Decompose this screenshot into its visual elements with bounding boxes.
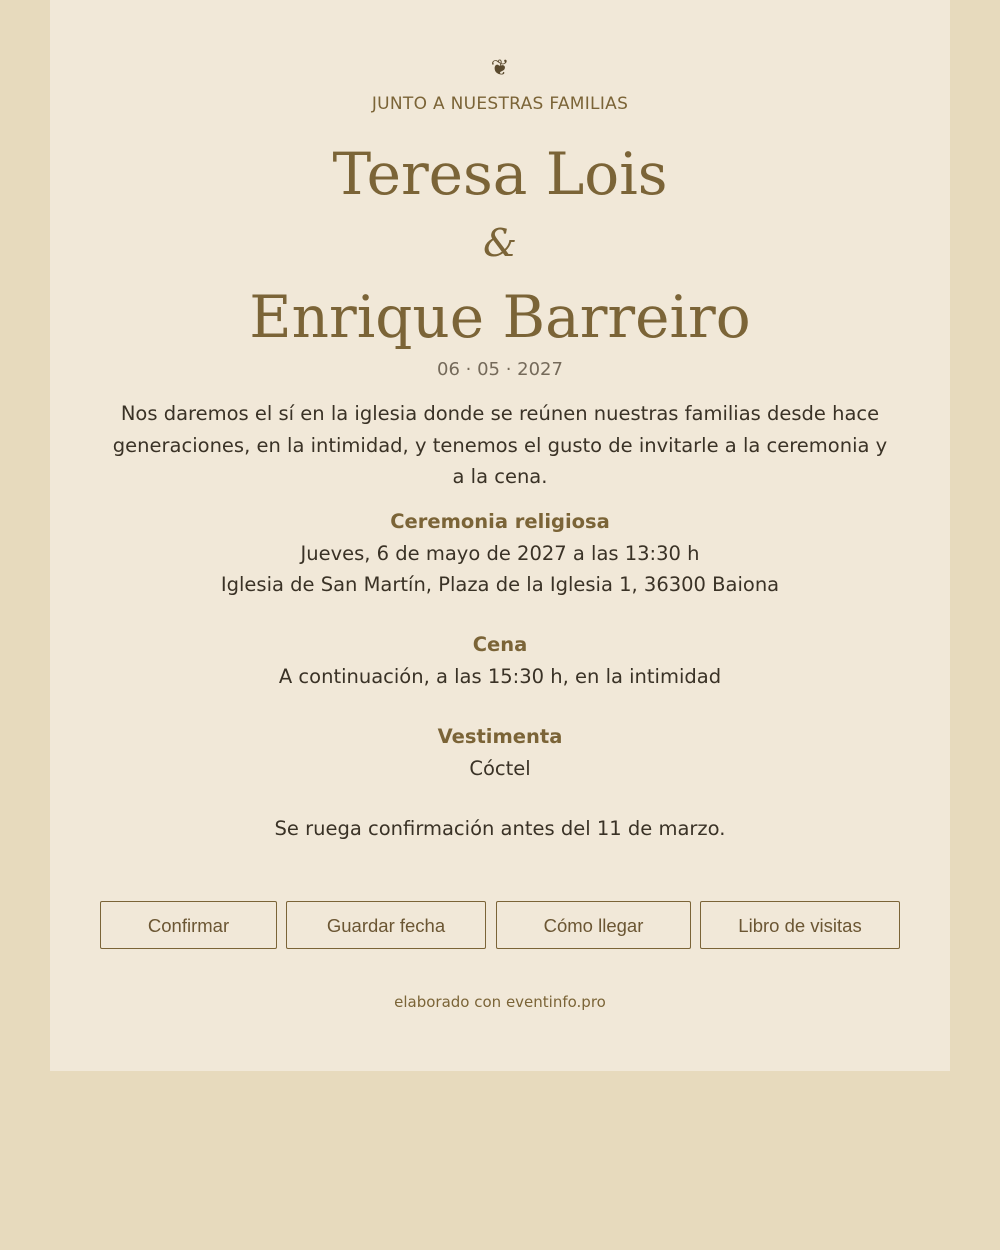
groom-name: Enrique Barreiro (249, 283, 751, 351)
dress-code-title: Vestimenta (437, 725, 563, 748)
fleuron-icon: ❦ (490, 56, 510, 81)
ampersand: & (483, 221, 517, 265)
invitation-card (50, 0, 950, 1071)
rsvp-note: Se ruega confirmación antes del 11 de marzo. (274, 817, 726, 840)
ceremony-when: Jueves, 6 de mayo de 2027 a las 13:30 h (300, 542, 700, 565)
ceremony-where: Iglesia de San Martín, Plaza de la Iglesia 1, 36300 Baiona (220, 573, 780, 596)
ceremony-title: Ceremonia religiosa (390, 510, 610, 533)
eyebrow-text: JUNTO A NUESTRAS FAMILIAS (371, 94, 629, 114)
dinner-title: Cena (472, 633, 528, 656)
footer-credit-link[interactable]: elaborado con eventinfo.pro (394, 993, 606, 1011)
confirm-button[interactable]: Confirmar (100, 901, 277, 949)
save-date-button[interactable]: Guardar fecha (286, 901, 486, 949)
dress-code-value: Cóctel (469, 757, 531, 780)
guestbook-button[interactable]: Libro de visitas (700, 901, 900, 949)
dinner-when: A continuación, a las 15:30 h, en la intimidad (278, 665, 722, 688)
directions-button[interactable]: Cómo llegar (496, 901, 691, 949)
intro-text: Nos daremos el sí en la iglesia donde se reúnen nuestras familias desde hace generaciones, en la intimidad, y tenemos el gusto de invitarle a la ceremonia y a la cena. (112, 402, 888, 488)
bride-name: Teresa Lois (332, 140, 668, 208)
wedding-date: 06 · 05 · 2027 (437, 359, 563, 380)
